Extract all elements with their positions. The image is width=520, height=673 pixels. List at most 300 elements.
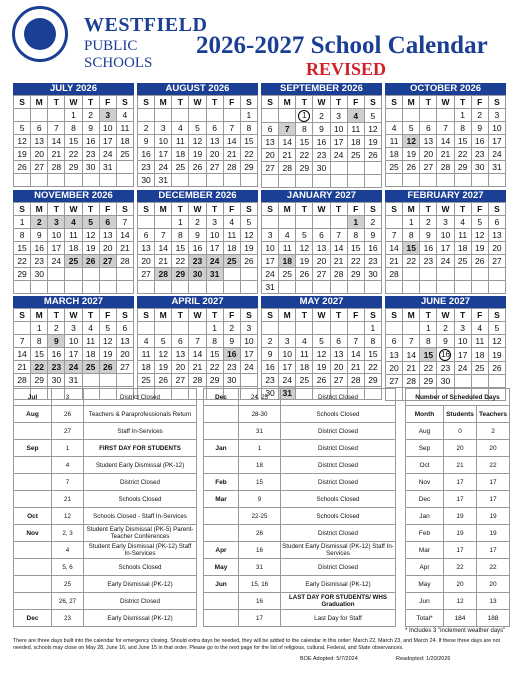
- empty-cell: [437, 174, 454, 187]
- weekday-label: F: [471, 309, 488, 322]
- empty-cell: [116, 281, 133, 294]
- day-cell: 21: [189, 361, 206, 374]
- empty-cell: [364, 175, 381, 188]
- weekday-label: T: [454, 96, 471, 109]
- day-cell: 18: [172, 148, 189, 161]
- empty-cell: [48, 174, 65, 187]
- day-cell: 22: [420, 362, 437, 375]
- event-row: [204, 542, 396, 559]
- day-cell: 5: [14, 122, 31, 135]
- scheduled-cell: 19: [477, 525, 510, 542]
- day-cell: 29: [420, 375, 437, 388]
- day-cell: 25: [471, 362, 488, 375]
- month-calendar: [137, 190, 258, 294]
- weekday-label: T: [420, 309, 437, 322]
- empty-cell: [240, 374, 257, 387]
- empty-cell: [471, 281, 488, 294]
- day-cell: 12: [488, 335, 505, 348]
- weekday-label: T: [330, 203, 347, 216]
- month-name: FEBRUARY 2027: [385, 190, 506, 202]
- empty-cell: [347, 162, 364, 175]
- event-desc: Early Dismissal (PK-12): [84, 610, 197, 627]
- day-cell: 8: [172, 229, 189, 242]
- day-cell: 7: [189, 335, 206, 348]
- day-cell: 14: [437, 135, 454, 148]
- event-row: [204, 389, 396, 406]
- day-cell: 11: [223, 229, 240, 242]
- weekday-label: T: [454, 203, 471, 216]
- day-cell: 30: [223, 374, 240, 387]
- scheduled-cell: Mar: [406, 542, 444, 559]
- day-cell: 17: [330, 136, 347, 149]
- day-cell: 16: [189, 242, 206, 255]
- event-date: 17: [239, 610, 281, 627]
- day-cell: 11: [454, 229, 471, 242]
- weekday-label: S: [116, 203, 133, 216]
- empty-cell: [488, 281, 505, 294]
- day-cell: 5: [296, 229, 313, 242]
- weekday-label: S: [364, 96, 381, 109]
- event-date: 9: [239, 491, 281, 508]
- day-cell: 13: [330, 348, 347, 361]
- event-month: Oct: [14, 508, 52, 525]
- day-cell: 26: [364, 149, 381, 162]
- empty-cell: [14, 281, 31, 294]
- day-cell: 11: [82, 335, 99, 348]
- event-month: [14, 457, 52, 474]
- day-cell: 8: [364, 335, 381, 348]
- event-desc: District Closed: [281, 474, 396, 491]
- empty-cell: [82, 281, 99, 294]
- scheduled-note: * Includes 3 "inclement weather days": [405, 628, 506, 634]
- day-cell: 10: [99, 122, 116, 135]
- weekday-label: T: [82, 203, 99, 216]
- day-cell: 6: [172, 335, 189, 348]
- day-cell: 6: [386, 335, 403, 348]
- day-cell: 24: [437, 255, 454, 268]
- empty-cell: [386, 281, 403, 294]
- weekday-label: T: [206, 96, 223, 109]
- scheduled-cell: 22: [477, 559, 510, 576]
- day-cell: 1: [364, 322, 381, 335]
- empty-cell: [65, 268, 82, 281]
- event-desc: District Closed: [84, 389, 197, 406]
- scheduled-cell: 19: [477, 508, 510, 525]
- day-cell: 22: [296, 149, 313, 162]
- event-month: May: [204, 559, 239, 576]
- weekday-label: F: [347, 309, 364, 322]
- day-cell: 21: [386, 255, 403, 268]
- day-cell: 1: [240, 109, 257, 122]
- day-cell: 15: [240, 135, 257, 148]
- event-row: [14, 542, 197, 559]
- event-month: [204, 508, 239, 525]
- empty-cell: [48, 268, 65, 281]
- day-cell: 9: [31, 229, 48, 242]
- empty-cell: [155, 109, 172, 122]
- day-cell: 27: [99, 255, 116, 268]
- weekday-label: M: [31, 309, 48, 322]
- day-cell: 22: [172, 255, 189, 268]
- weekday-label: T: [296, 96, 313, 109]
- event-row: [14, 576, 197, 593]
- day-cell: 27: [138, 268, 155, 281]
- day-cell: 24: [206, 255, 223, 268]
- event-date: 24, 25: [239, 389, 281, 406]
- day-cell: 31: [65, 374, 82, 387]
- event-date: 4: [52, 542, 84, 559]
- event-desc: District Closed: [281, 457, 396, 474]
- empty-cell: [99, 281, 116, 294]
- day-cell: 5: [189, 122, 206, 135]
- day-cell: 1: [420, 322, 437, 335]
- empty-cell: [471, 268, 488, 281]
- day-cell: 12: [364, 123, 381, 136]
- day-cell: 17: [48, 242, 65, 255]
- scheduled-days-table: [405, 388, 510, 627]
- weekday-label: S: [240, 203, 257, 216]
- day-cell: 21: [330, 255, 347, 268]
- day-cell: 8: [420, 335, 437, 348]
- empty-cell: [189, 322, 206, 335]
- empty-cell: [14, 174, 31, 187]
- empty-cell: [48, 281, 65, 294]
- empty-cell: [313, 175, 330, 188]
- event-row: [204, 423, 396, 440]
- day-cell: 31: [155, 174, 172, 187]
- scheduled-cell: 17: [444, 542, 477, 559]
- day-cell: 10: [262, 242, 279, 255]
- empty-cell: [240, 268, 257, 281]
- day-cell: 9: [138, 135, 155, 148]
- scheduled-row: [406, 576, 510, 593]
- day-cell: 15: [172, 242, 189, 255]
- day-cell: 25: [347, 149, 364, 162]
- event-desc: District Closed: [281, 423, 396, 440]
- day-cell: 10: [65, 335, 82, 348]
- empty-cell: [206, 174, 223, 187]
- empty-cell: [65, 281, 82, 294]
- empty-cell: [155, 322, 172, 335]
- day-cell: 9: [313, 123, 330, 136]
- event-date: 23: [52, 610, 84, 627]
- day-cell: 19: [364, 136, 381, 149]
- empty-cell: [189, 109, 206, 122]
- event-desc: District Closed: [281, 440, 396, 457]
- day-cell: 28: [386, 268, 403, 281]
- day-cell: 24: [99, 148, 116, 161]
- day-cell: 5: [403, 122, 420, 135]
- event-month: Dec: [14, 610, 52, 627]
- day-cell: 30: [48, 374, 65, 387]
- scheduled-cell: 21: [444, 457, 477, 474]
- weekday-label: W: [437, 309, 454, 322]
- event-desc: District Closed: [84, 474, 197, 491]
- empty-cell: [116, 374, 133, 387]
- day-cell: 11: [65, 229, 82, 242]
- day-cell: 28: [223, 161, 240, 174]
- empty-cell: [262, 175, 279, 188]
- day-cell: 23: [313, 149, 330, 162]
- day-cell: 29: [454, 161, 471, 174]
- weekday-label: F: [223, 309, 240, 322]
- empty-cell: [330, 162, 347, 175]
- event-date: 22-25: [239, 508, 281, 525]
- page-title: 2026-2027 School Calendar: [196, 32, 488, 59]
- day-cell: 15: [296, 136, 313, 149]
- day-cell: 11: [471, 335, 488, 348]
- day-cell: 11: [172, 135, 189, 148]
- weekday-label: W: [313, 309, 330, 322]
- day-cell: 7: [223, 122, 240, 135]
- day-cell: 9: [420, 229, 437, 242]
- day-cell: 18: [65, 242, 82, 255]
- empty-cell: [172, 109, 189, 122]
- weekday-label: W: [189, 96, 206, 109]
- weekday-label: W: [65, 309, 82, 322]
- day-cell: 12: [14, 135, 31, 148]
- event-month: Jun: [204, 576, 239, 593]
- day-cell: 9: [189, 229, 206, 242]
- day-cell: 4: [138, 335, 155, 348]
- day-cell: 10: [48, 229, 65, 242]
- day-cell: 29: [31, 374, 48, 387]
- empty-cell: [330, 281, 347, 294]
- empty-cell: [206, 109, 223, 122]
- day-cell: 16: [82, 135, 99, 148]
- empty-cell: [240, 281, 257, 294]
- event-month: [14, 576, 52, 593]
- event-date: 15, 16: [239, 576, 281, 593]
- day-cell: 17: [155, 148, 172, 161]
- event-desc: Last Day for Staff: [281, 610, 396, 627]
- day-cell: 20: [172, 361, 189, 374]
- day-cell: 17: [488, 135, 505, 148]
- day-cell: 14: [403, 348, 420, 362]
- day-cell: 10: [437, 229, 454, 242]
- month-calendar: [385, 296, 506, 401]
- day-cell: 13: [138, 242, 155, 255]
- event-row: [14, 525, 197, 542]
- scheduled-cell: 17: [477, 542, 510, 559]
- weekday-label: W: [313, 96, 330, 109]
- empty-cell: [420, 281, 437, 294]
- day-cell: 23: [262, 374, 279, 387]
- day-cell: 5: [471, 216, 488, 229]
- day-cell: 3: [262, 229, 279, 242]
- month-calendar: [385, 83, 506, 188]
- day-cell: 8: [31, 335, 48, 348]
- empty-cell: [223, 268, 240, 281]
- event-row: [14, 508, 197, 525]
- day-cell: 6: [116, 322, 133, 335]
- day-cell: 30: [313, 162, 330, 175]
- event-desc: Schools Closed: [281, 491, 396, 508]
- event-desc: Schools Closed - Staff In-Services: [84, 508, 197, 525]
- scheduled-cell: 188: [477, 610, 510, 627]
- day-cell: 27: [330, 374, 347, 387]
- day-cell: 24: [488, 148, 505, 161]
- day-cell: 1: [296, 109, 313, 123]
- empty-cell: [116, 161, 133, 174]
- empty-cell: [223, 174, 240, 187]
- scheduled-cell: 20: [477, 440, 510, 457]
- day-cell: 13: [31, 135, 48, 148]
- empty-cell: [296, 281, 313, 294]
- empty-cell: [420, 174, 437, 187]
- day-cell: 24: [279, 374, 296, 387]
- day-cell: 2: [437, 322, 454, 335]
- event-date: 31: [239, 559, 281, 576]
- day-cell: 29: [240, 161, 257, 174]
- day-cell: 3: [48, 216, 65, 229]
- month-name: JUNE 2027: [385, 296, 506, 308]
- day-cell: 2: [262, 335, 279, 348]
- empty-cell: [14, 322, 31, 335]
- day-cell: 14: [48, 135, 65, 148]
- day-cell: 9: [48, 335, 65, 348]
- empty-cell: [279, 175, 296, 188]
- day-cell: 15: [403, 242, 420, 255]
- day-cell: 26: [403, 161, 420, 174]
- empty-cell: [99, 174, 116, 187]
- month-calendar: [137, 296, 258, 401]
- month-calendar: [261, 296, 382, 401]
- day-cell: 18: [296, 361, 313, 374]
- weekday-label: F: [471, 96, 488, 109]
- day-cell: 26: [99, 361, 116, 374]
- weekday-label: T: [330, 96, 347, 109]
- day-cell: 7: [437, 122, 454, 135]
- day-cell: 18: [138, 361, 155, 374]
- day-cell: 26: [240, 255, 257, 268]
- empty-cell: [313, 322, 330, 335]
- day-cell: 25: [138, 374, 155, 387]
- weekday-label: S: [262, 96, 279, 109]
- event-month: Mar: [204, 491, 239, 508]
- empty-cell: [437, 268, 454, 281]
- day-cell: 3: [240, 322, 257, 335]
- scheduled-cell: 184: [444, 610, 477, 627]
- scheduled-header: Students: [444, 406, 477, 423]
- scheduled-cell: Nov: [406, 474, 444, 491]
- day-cell: 19: [296, 255, 313, 268]
- day-cell: 29: [14, 268, 31, 281]
- event-month: Apr: [204, 542, 239, 559]
- empty-cell: [420, 268, 437, 281]
- day-cell: 29: [206, 374, 223, 387]
- day-cell: 3: [437, 216, 454, 229]
- weekday-label: M: [155, 203, 172, 216]
- day-cell: 2: [138, 122, 155, 135]
- day-cell: 18: [279, 255, 296, 268]
- day-cell: 2: [420, 216, 437, 229]
- event-date: 27: [52, 423, 84, 440]
- weekday-label: T: [82, 96, 99, 109]
- day-cell: 14: [14, 348, 31, 361]
- weekday-label: S: [116, 96, 133, 109]
- weekday-label: M: [403, 96, 420, 109]
- scheduled-cell: 12: [444, 593, 477, 610]
- day-cell: 20: [31, 148, 48, 161]
- empty-cell: [14, 109, 31, 122]
- event-row: [14, 423, 197, 440]
- day-cell: 27: [262, 162, 279, 175]
- day-cell: 25: [82, 361, 99, 374]
- event-date: 4: [52, 457, 84, 474]
- day-cell: 28: [437, 161, 454, 174]
- scheduled-row: [406, 508, 510, 525]
- empty-cell: [116, 174, 133, 187]
- event-row: [204, 440, 396, 457]
- day-cell: 21: [48, 148, 65, 161]
- day-cell: 16: [437, 348, 454, 362]
- day-cell: 28: [330, 268, 347, 281]
- event-month: [14, 593, 52, 610]
- day-cell: 19: [403, 148, 420, 161]
- day-cell: 16: [31, 242, 48, 255]
- seal-icon: [12, 6, 68, 62]
- day-cell: 7: [14, 335, 31, 348]
- event-month: Sep: [14, 440, 52, 457]
- day-cell: 5: [364, 109, 381, 123]
- day-cell: 13: [488, 229, 505, 242]
- day-cell: 14: [223, 135, 240, 148]
- empty-cell: [403, 268, 420, 281]
- day-cell: 30: [437, 375, 454, 388]
- event-row: [14, 491, 197, 508]
- empty-cell: [488, 375, 505, 388]
- day-cell: 9: [223, 335, 240, 348]
- day-cell: 30: [189, 268, 206, 281]
- event-desc: Schools Closed: [281, 508, 396, 525]
- day-cell: 18: [116, 135, 133, 148]
- day-cell: 22: [31, 361, 48, 374]
- weekday-label: M: [403, 203, 420, 216]
- scheduled-cell: 20: [444, 440, 477, 457]
- logo-subtext: PUBLIC SCHOOLS: [84, 38, 153, 71]
- empty-cell: [172, 322, 189, 335]
- day-cell: 18: [471, 348, 488, 362]
- day-cell: 4: [296, 335, 313, 348]
- day-cell: 8: [403, 229, 420, 242]
- day-cell: 12: [403, 135, 420, 148]
- day-cell: 13: [262, 136, 279, 149]
- weekday-label: W: [437, 203, 454, 216]
- empty-cell: [82, 374, 99, 387]
- day-cell: 16: [420, 242, 437, 255]
- event-date: 16: [239, 593, 281, 610]
- empty-cell: [386, 174, 403, 187]
- empty-cell: [262, 322, 279, 335]
- event-row: [14, 610, 197, 627]
- event-month: [14, 559, 52, 576]
- weekday-label: T: [172, 309, 189, 322]
- day-cell: 6: [313, 229, 330, 242]
- empty-cell: [403, 281, 420, 294]
- day-cell: 10: [240, 335, 257, 348]
- weekday-label: S: [138, 96, 155, 109]
- empty-cell: [454, 375, 471, 388]
- day-cell: 3: [454, 322, 471, 335]
- day-cell: 20: [386, 362, 403, 375]
- scheduled-row: [406, 474, 510, 491]
- scheduled-cell: Jun: [406, 593, 444, 610]
- weekday-label: F: [99, 309, 116, 322]
- event-desc: Student Early Dismissal (PK-12): [84, 457, 197, 474]
- day-cell: 7: [386, 229, 403, 242]
- day-cell: 12: [189, 135, 206, 148]
